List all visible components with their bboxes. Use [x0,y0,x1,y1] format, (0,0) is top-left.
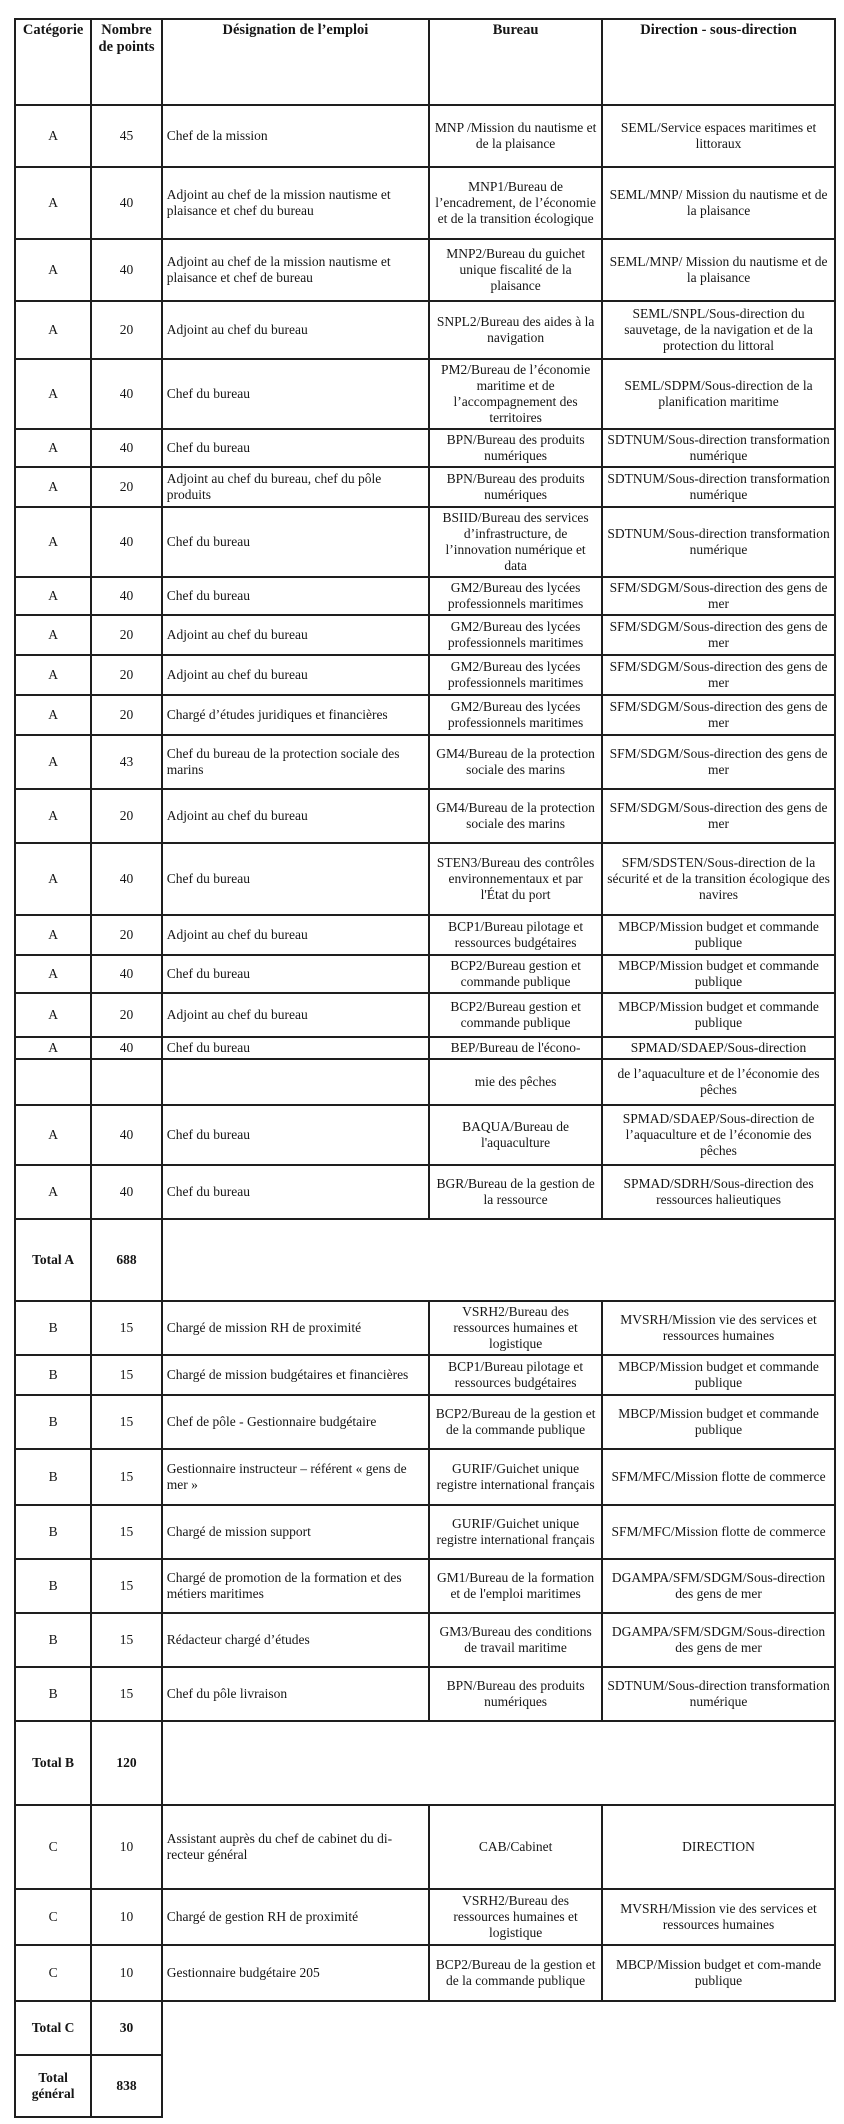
cell-points: 20 [91,467,162,507]
cell-points: 15 [91,1667,162,1721]
header-categorie: Catégorie [15,19,91,105]
cell-direction: SFM/MFC/Mission flotte de commerce [602,1505,835,1559]
cell-designation: Adjoint au chef du bureau [162,301,429,359]
cell-categorie: A [15,467,91,507]
table-row [15,915,835,955]
cell-bureau: VSRH2/Bureau des ressources humaines et logistique [429,1301,602,1355]
cell-bureau: GM2/Bureau des lycées professionnels maritimes [429,655,602,695]
cell-direction: de l’aquaculture et de l’économie des pêches [602,1059,835,1105]
table-row [15,1105,835,1165]
cell-points: 40 [91,1165,162,1219]
total-label: Total B [15,1721,91,1805]
cell-points: 15 [91,1355,162,1395]
cell-categorie: A [15,789,91,843]
cell-bureau: GM2/Bureau des lycées professionnels maritimes [429,577,602,615]
cell-bureau: BPN/Bureau des produits numériques [429,429,602,467]
cell-direction: SEML/Service espaces maritimes et littoraux [602,105,835,167]
cell-categorie: A [15,167,91,239]
cell-points: 45 [91,105,162,167]
cell-designation: Chargé de gestion RH de proximité [162,1889,429,1945]
cell-designation: Chef de pôle - Gestionnaire budgétaire [162,1395,429,1449]
total-points: 688 [91,1219,162,1301]
cell-bureau: PM2/Bureau de l’économie maritime et de l’accompagnement des territoires [429,359,602,429]
cell-categorie: A [15,577,91,615]
cell-direction: MBCP/Mission budget et commande publique [602,915,835,955]
cell-bureau: BCP2/Bureau gestion et commande publique [429,955,602,993]
cell-designation: Assistant auprès du chef de cabinet du di-recteur général [162,1805,429,1889]
total-row [15,2055,835,2117]
cell-direction: SDTNUM/Sous-direction transformation numérique [602,507,835,577]
cell-points: 40 [91,843,162,915]
cell-points: 10 [91,1805,162,1889]
cell-direction: SDTNUM/Sous-direction transformation numérique [602,467,835,507]
cell-direction: SEML/SDPM/Sous-direction de la planification maritime [602,359,835,429]
header-direction-sous-direction: Direction - sous-direction [602,19,835,105]
cell-categorie: C [15,1945,91,2001]
total-label: Total général [15,2055,91,2117]
table-row [15,655,835,695]
table-row [15,507,835,577]
cell-designation: Adjoint au chef du bureau [162,615,429,655]
cell-points: 10 [91,1945,162,2001]
cell-designation: Adjoint au chef du bureau [162,993,429,1037]
cell-points: 15 [91,1449,162,1505]
cell-designation: Adjoint au chef du bureau [162,655,429,695]
cell-designation: Adjoint au chef du bureau, chef du pôle produits [162,467,429,507]
total-spacer [162,2001,835,2055]
cell-designation: Chef du bureau [162,955,429,993]
cell-direction: MBCP/Mission budget et commande publique [602,1355,835,1395]
cell-bureau: GM4/Bureau de la protection sociale des marins [429,789,602,843]
table-row [15,1613,835,1667]
cell-bureau: BSIID/Bureau des services d’infrastructure, de l’innovation numérique et data [429,507,602,577]
cell-designation: Gestionnaire budgétaire 205 [162,1945,429,2001]
cell-points: 20 [91,915,162,955]
cell-direction: SFM/MFC/Mission flotte de commerce [602,1449,835,1505]
cell-points: 20 [91,301,162,359]
cell-points: 40 [91,167,162,239]
cell-bureau: GURIF/Guichet unique registre international français [429,1449,602,1505]
header-bureau: Bureau [429,19,602,105]
table-row [15,789,835,843]
cell-points: 40 [91,1037,162,1059]
cell-categorie: A [15,301,91,359]
cell-categorie: B [15,1395,91,1449]
table-row [15,1505,835,1559]
total-row [15,2001,835,2055]
cell-points: 15 [91,1613,162,1667]
cell-bureau: BCP2/Bureau gestion et commande publique [429,993,602,1037]
cell-points: 40 [91,955,162,993]
cell-bureau: BPN/Bureau des produits numériques [429,1667,602,1721]
cell-direction: SDTNUM/Sous-direction transformation numérique [602,1667,835,1721]
table-row [15,955,835,993]
cell-designation: Chef du bureau [162,429,429,467]
cell-bureau: BAQUA/Bureau de l'aquaculture [429,1105,602,1165]
cell-categorie: A [15,239,91,301]
table-row [15,735,835,789]
total-row [15,1219,835,1301]
cell-bureau: BCP2/Bureau de la gestion et de la commande publique [429,1945,602,2001]
cell-bureau: GM1/Bureau de la formation et de l'emploi maritimes [429,1559,602,1613]
cell-categorie: A [15,429,91,467]
table-row [15,615,835,655]
cell-categorie: A [15,843,91,915]
cell-bureau: GM2/Bureau des lycées professionnels maritimes [429,695,602,735]
cell-categorie: A [15,1165,91,1219]
cell-categorie: A [15,955,91,993]
table-row [15,1667,835,1721]
cell-direction: DGAMPA/SFM/SDGM/Sous-direction des gens de mer [602,1613,835,1667]
cell-designation: Adjoint au chef du bureau [162,789,429,843]
total-row [15,1721,835,1805]
header-row [15,19,835,105]
table-row [15,167,835,239]
table-row [15,1559,835,1613]
cell-direction: DIRECTION [602,1805,835,1889]
cell-designation: Chargé de mission RH de proximité [162,1301,429,1355]
cell-categorie: A [15,915,91,955]
cell-direction: SFM/SDGM/Sous-direction des gens de mer [602,655,835,695]
total-spacer [162,1219,835,1301]
table-row [15,467,835,507]
cell-categorie: A [15,735,91,789]
cell-bureau: BCP1/Bureau pilotage et ressources budgétaires [429,1355,602,1395]
cell-points: 40 [91,359,162,429]
table-body [15,105,835,2117]
cell-bureau: GM4/Bureau de la protection sociale des marins [429,735,602,789]
table-row [15,105,835,167]
cell-direction: SEML/MNP/ Mission du nautisme et de la plaisance [602,239,835,301]
cell-direction: SFM/SDGM/Sous-direction des gens de mer [602,695,835,735]
cell-points: 20 [91,695,162,735]
cell-categorie: B [15,1355,91,1395]
cell-points: 15 [91,1505,162,1559]
cell-designation: Gestionnaire instructeur – référent « gens de mer » [162,1449,429,1505]
cell-designation: Adjoint au chef de la mission nautisme et plaisance et chef de bureau [162,239,429,301]
cell-designation: Chef du bureau [162,577,429,615]
cell-bureau: STEN3/Bureau des contrôles environnementaux et par l'État du port [429,843,602,915]
cell-direction: SDTNUM/Sous-direction transformation numérique [602,429,835,467]
cell-bureau: SNPL2/Bureau des aides à la navigation [429,301,602,359]
cell-designation: Chargé de mission budgétaires et financières [162,1355,429,1395]
cell-bureau: GURIF/Guichet unique registre international français [429,1505,602,1559]
cell-bureau: mie des pêches [429,1059,602,1105]
table-row [15,843,835,915]
table-row [15,1059,835,1105]
total-points: 838 [91,2055,162,2117]
cell-bureau: MNP2/Bureau du guichet unique fiscalité de la plaisance [429,239,602,301]
cell-points: 43 [91,735,162,789]
cell-points: 40 [91,429,162,467]
cell-direction: SFM/SDGM/Sous-direction des gens de mer [602,735,835,789]
total-spacer [162,2055,835,2117]
table-row [15,695,835,735]
cell-points: 20 [91,615,162,655]
cell-points: 15 [91,1395,162,1449]
cell-categorie: A [15,655,91,695]
cell-categorie: A [15,507,91,577]
cell-points: 40 [91,1105,162,1165]
cell-categorie: C [15,1805,91,1889]
cell-designation: Rédacteur chargé d’études [162,1613,429,1667]
cell-bureau: BPN/Bureau des produits numériques [429,467,602,507]
cell-direction: SPMAD/SDRH/Sous-direction des ressources halieutiques [602,1165,835,1219]
table-row [15,577,835,615]
cell-designation: Chef du bureau [162,1105,429,1165]
cell-designation: Chef du bureau de la protection sociale des marins [162,735,429,789]
total-points: 30 [91,2001,162,2055]
cell-categorie [15,1059,91,1105]
cell-bureau: CAB/Cabinet [429,1805,602,1889]
total-points: 120 [91,1721,162,1805]
cell-bureau: BCP1/Bureau pilotage et ressources budgétaires [429,915,602,955]
header-nombre-de-points: Nombre de points [91,19,162,105]
cell-bureau: MNP /Mission du nautisme et de la plaisance [429,105,602,167]
cell-categorie: A [15,695,91,735]
table-row [15,1355,835,1395]
table-header [15,19,835,105]
cell-categorie: B [15,1449,91,1505]
table-row [15,1037,835,1059]
table-row [15,1301,835,1355]
table-row [15,1165,835,1219]
cell-designation: Chef du bureau [162,359,429,429]
cell-designation: Chef du bureau [162,1165,429,1219]
cell-points: 15 [91,1301,162,1355]
cell-categorie: B [15,1667,91,1721]
cell-points: 15 [91,1559,162,1613]
cell-categorie: B [15,1613,91,1667]
cell-designation: Chef du bureau [162,1037,429,1059]
cell-direction: MBCP/Mission budget et com-mande publique [602,1945,835,2001]
table-row [15,1395,835,1449]
cell-designation: Chef du pôle livraison [162,1667,429,1721]
cell-bureau: BEP/Bureau de l'écono- [429,1037,602,1059]
cell-designation: Chef du bureau [162,507,429,577]
cell-categorie: B [15,1505,91,1559]
cell-bureau: GM2/Bureau des lycées professionnels maritimes [429,615,602,655]
cell-categorie: A [15,615,91,655]
emplois-points-table [14,18,836,2118]
total-label: Total A [15,1219,91,1301]
cell-direction: DGAMPA/SFM/SDGM/Sous-direction des gens de mer [602,1559,835,1613]
cell-points: 40 [91,239,162,301]
table-row [15,429,835,467]
cell-categorie: C [15,1889,91,1945]
cell-categorie: B [15,1301,91,1355]
cell-designation [162,1059,429,1105]
cell-points: 20 [91,655,162,695]
cell-categorie: A [15,105,91,167]
cell-categorie: A [15,1037,91,1059]
cell-direction: MBCP/Mission budget et commande publique [602,955,835,993]
table-row [15,1945,835,2001]
cell-direction: SEML/MNP/ Mission du nautisme et de la plaisance [602,167,835,239]
cell-categorie: A [15,359,91,429]
table-row [15,301,835,359]
cell-direction: SFM/SDGM/Sous-direction des gens de mer [602,789,835,843]
cell-categorie: A [15,1105,91,1165]
cell-designation: Adjoint au chef du bureau [162,915,429,955]
total-spacer [162,1721,835,1805]
cell-bureau: BGR/Bureau de la gestion de la ressource [429,1165,602,1219]
table-row [15,1889,835,1945]
table-row [15,359,835,429]
cell-points: 20 [91,993,162,1037]
cell-designation: Chef du bureau [162,843,429,915]
cell-bureau: VSRH2/Bureau des ressources humaines et logistique [429,1889,602,1945]
cell-points: 20 [91,789,162,843]
table-row [15,1449,835,1505]
cell-points: 10 [91,1889,162,1945]
cell-points: 40 [91,507,162,577]
cell-bureau: GM3/Bureau des conditions de travail maritime [429,1613,602,1667]
cell-points: 40 [91,577,162,615]
cell-direction: MBCP/Mission budget et commande publique [602,993,835,1037]
cell-direction: MBCP/Mission budget et commande publique [602,1395,835,1449]
header-designation-emploi: Désignation de l’emploi [162,19,429,105]
cell-direction: SEML/SNPL/Sous-direction du sauvetage, de la navigation et de la protection du littoral [602,301,835,359]
table-row [15,993,835,1037]
cell-bureau: MNP1/Bureau de l’encadrement, de l’économie et de la transition écologique [429,167,602,239]
cell-designation: Adjoint au chef de la mission nautisme et plaisance et chef du bureau [162,167,429,239]
cell-designation: Chargé d’études juridiques et financières [162,695,429,735]
cell-points [91,1059,162,1105]
table-row [15,1805,835,1889]
cell-designation: Chargé de mission support [162,1505,429,1559]
cell-categorie: A [15,993,91,1037]
cell-designation: Chargé de promotion de la formation et des métiers maritimes [162,1559,429,1613]
cell-direction: MVSRH/Mission vie des services et ressources humaines [602,1889,835,1945]
cell-designation: Chef de la mission [162,105,429,167]
cell-direction: SFM/SDGM/Sous-direction des gens de mer [602,577,835,615]
cell-direction: SPMAD/SDAEP/Sous-direction de l’aquaculture et de l’économie des pêches [602,1105,835,1165]
table-row [15,239,835,301]
cell-direction: SFM/SDGM/Sous-direction des gens de mer [602,615,835,655]
cell-bureau: BCP2/Bureau de la gestion et de la commande publique [429,1395,602,1449]
cell-direction: MVSRH/Mission vie des services et ressources humaines [602,1301,835,1355]
cell-direction: SFM/SDSTEN/Sous-direction de la sécurité et de la transition écologique des navires [602,843,835,915]
total-label: Total C [15,2001,91,2055]
cell-categorie: B [15,1559,91,1613]
cell-direction: SPMAD/SDAEP/Sous-direction [602,1037,835,1059]
